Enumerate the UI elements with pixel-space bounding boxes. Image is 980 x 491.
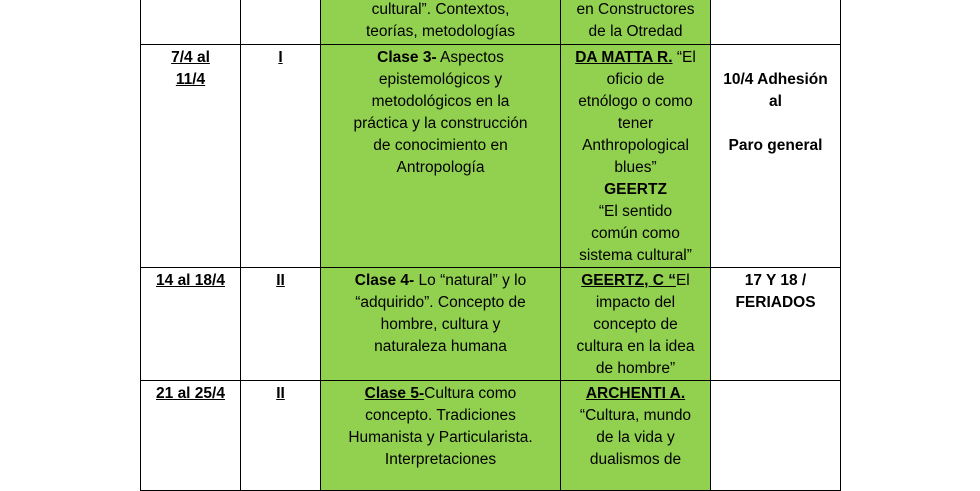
week-label: 14 al 18/4 — [156, 272, 225, 289]
unit-label: I — [278, 49, 283, 66]
week-cell — [141, 268, 241, 381]
note-line: 17 Y 18 / — [744, 272, 807, 289]
class-text-line: Aspectos — [436, 49, 504, 66]
notes-cell — [711, 45, 841, 268]
table-row — [141, 45, 841, 268]
reading-text-line: El — [675, 272, 690, 289]
reading-text-line: oficio de — [606, 71, 665, 88]
class-cell — [321, 381, 561, 491]
note-line: Paro general — [728, 137, 823, 154]
table-row — [141, 381, 841, 491]
reading-text-line: “Cultura, mundo — [579, 407, 692, 424]
reading-text-line: de la vida y — [596, 429, 675, 446]
reading-cell — [561, 268, 711, 381]
class-text-line: cultural”. Contextos, — [371, 1, 510, 18]
unit-cell — [241, 381, 321, 491]
class-text-line: metodológicos en la — [371, 93, 510, 110]
class-cell — [321, 0, 561, 45]
week-cell — [141, 45, 241, 268]
class-text-line: Cultura como — [424, 385, 517, 402]
note-line: FERIADOS — [735, 294, 816, 311]
class-title: Clase 3- — [377, 49, 437, 66]
notes-cell — [711, 381, 841, 491]
reading-cell — [561, 381, 711, 491]
notes-cell — [711, 268, 841, 381]
class-text-line: Antropología — [396, 159, 485, 176]
unit-label: II — [276, 272, 285, 289]
reading-text-line: “El sentido — [598, 203, 673, 220]
class-text-line: práctica y la construcción — [353, 115, 528, 132]
reading-text-line: tener — [617, 115, 654, 132]
unit-cell — [241, 268, 321, 381]
reading-author: DA MATTA R. — [575, 49, 673, 66]
reading-cell — [561, 0, 711, 45]
class-text-line: “adquirido”. Concepto de — [355, 294, 526, 311]
class-text-line: teorías, metodologías — [365, 23, 516, 40]
class-text-line: epistemológicos y — [378, 71, 503, 88]
class-text-line: naturaleza humana — [374, 338, 507, 355]
reading-text-line: común como — [591, 225, 680, 242]
class-title: Clase 4- — [354, 272, 415, 289]
week-cell — [141, 381, 241, 491]
reading-text-line: impacto del — [595, 294, 676, 311]
reading-text-line: de hombre” — [595, 360, 676, 377]
reading-text-line: Anthropological — [582, 137, 689, 154]
reading-text-line: “El — [672, 49, 696, 66]
table-row — [141, 0, 841, 45]
reading-text-line: dualismos de — [589, 451, 682, 468]
class-text-line: Humanista y Particularista. — [348, 429, 533, 446]
week-cell — [141, 0, 241, 45]
reading-text-line: sistema cultural” — [579, 247, 692, 264]
reading-text-line: blues” — [614, 159, 657, 176]
reading-text-line: de la Otredad — [588, 23, 683, 40]
note-line: 10/4 Adhesión al — [723, 71, 828, 110]
class-title: Clase 5- — [364, 385, 425, 402]
unit-label: II — [276, 385, 285, 402]
schedule-table — [140, 0, 841, 491]
reading-cell — [561, 45, 711, 268]
notes-cell — [711, 0, 841, 45]
table-row — [141, 268, 841, 381]
week-label: 11/4 — [175, 71, 206, 88]
reading-text-line: etnólogo o como — [578, 93, 693, 110]
class-text-line: hombre, cultura y — [380, 316, 501, 333]
class-text-line: Lo “natural” y lo — [414, 272, 527, 289]
class-cell — [321, 45, 561, 268]
unit-cell — [241, 0, 321, 45]
reading-text-line: en Constructores — [576, 1, 695, 18]
reading-text-line: concepto de — [593, 316, 678, 333]
reading-text-line: cultura en la idea — [576, 338, 695, 355]
week-label: 21 al 25/4 — [156, 385, 225, 402]
reading-author: GEERTZ — [604, 181, 667, 198]
reading-author: ARCHENTI A. — [585, 385, 686, 402]
class-text-line: Interpretaciones — [384, 451, 497, 468]
class-cell — [321, 268, 561, 381]
unit-cell — [241, 45, 321, 268]
class-text-line: concepto. Tradiciones — [365, 407, 516, 424]
class-text-line: de conocimiento en — [373, 137, 508, 154]
week-label: 7/4 al — [171, 49, 210, 66]
reading-author: GEERTZ, C “ — [581, 272, 676, 289]
